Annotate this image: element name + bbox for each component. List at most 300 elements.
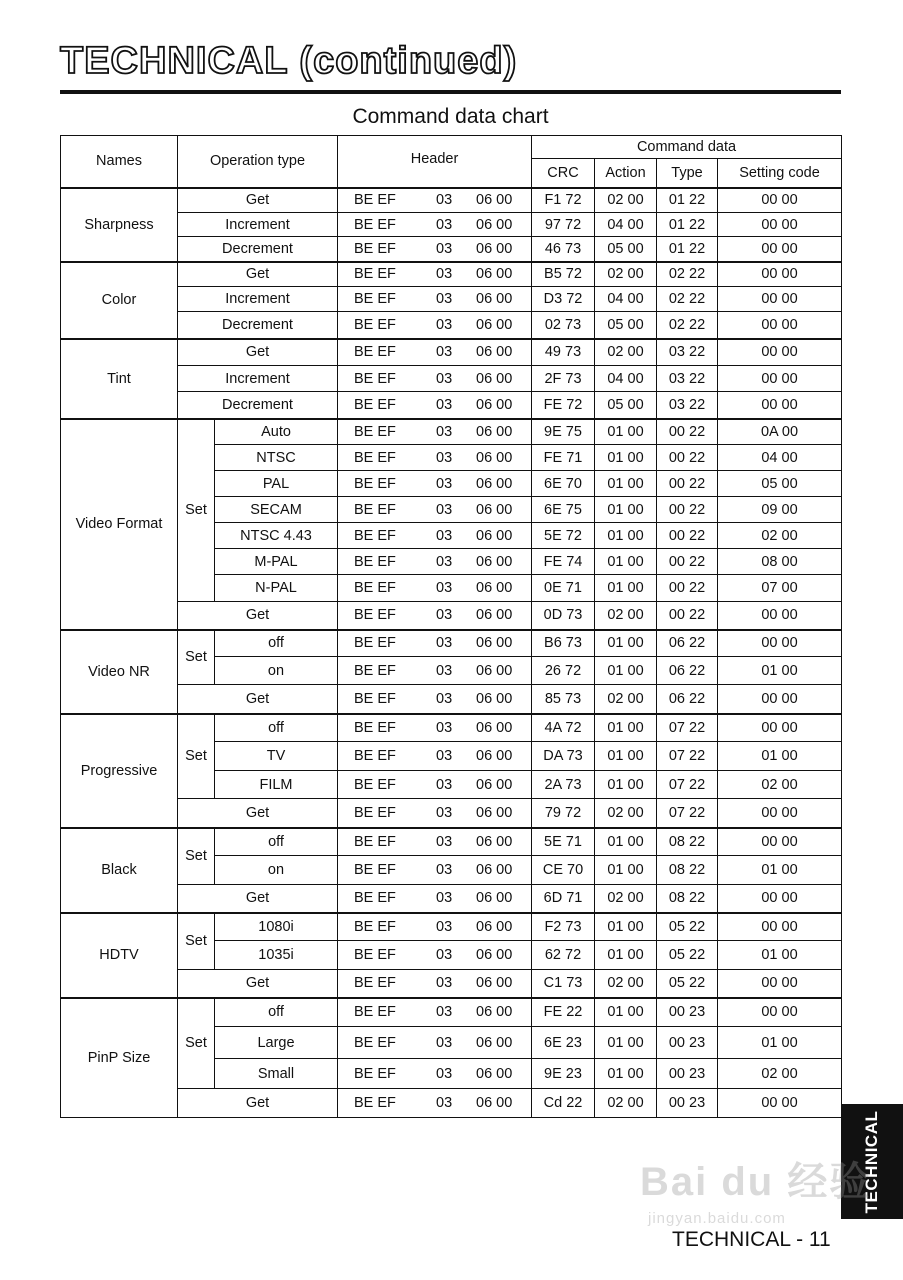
header-byte: 03: [436, 192, 453, 209]
operation-value: off: [215, 998, 338, 1027]
setting-code-value: 09 00: [718, 497, 842, 523]
header-bytes: [338, 339, 532, 366]
header-byte: 06 00: [476, 1065, 513, 1082]
table-row: [61, 685, 842, 714]
table-row: [61, 885, 842, 913]
operation-value: Auto: [215, 419, 338, 445]
action-value: 01 00: [595, 471, 657, 497]
type-value: 05 22: [657, 970, 718, 998]
header-byte: 06 00: [476, 662, 513, 679]
crc-value: F2 73: [532, 913, 595, 941]
header-byte: 03: [436, 527, 453, 544]
operation-type: Decrement: [178, 392, 338, 419]
header-byte: 06 00: [476, 635, 513, 652]
header-byte: 06 00: [476, 192, 513, 209]
setting-code-value: 00 00: [718, 685, 842, 714]
header-byte: BE EF: [354, 862, 396, 878]
header-byte: 03: [436, 776, 453, 793]
set-label: Set: [178, 828, 215, 885]
action-value: 02 00: [595, 685, 657, 714]
action-value: 01 00: [595, 657, 657, 685]
header-byte: 03: [436, 833, 453, 850]
action-value: 02 00: [595, 262, 657, 287]
crc-value: Cd 22: [532, 1089, 595, 1118]
crc-value: FE 74: [532, 549, 595, 575]
header-names: Names: [61, 136, 178, 188]
header-byte: BE EF: [354, 918, 396, 935]
header-byte: 03: [436, 635, 453, 652]
set-label: Set: [178, 913, 215, 970]
operation-type: Increment: [178, 213, 338, 237]
table-row: [61, 970, 842, 998]
group-name: Video Format: [61, 419, 178, 630]
setting-code-value: 00 00: [718, 262, 842, 287]
set-label: Set: [178, 998, 215, 1089]
action-value: 01 00: [595, 523, 657, 549]
header-bytes: [338, 497, 532, 523]
setting-code-value: 00 00: [718, 188, 842, 213]
type-value: 00 23: [657, 1089, 718, 1118]
header-byte: 03: [436, 240, 453, 257]
header-byte: BE EF: [354, 975, 396, 992]
header-byte: BE EF: [354, 662, 396, 679]
crc-value: CE 70: [532, 856, 595, 885]
setting-code-value: 02 00: [718, 771, 842, 799]
type-value: 00 22: [657, 575, 718, 602]
table-row: [61, 828, 842, 856]
header-byte: 03: [436, 344, 453, 361]
header-byte: BE EF: [354, 635, 396, 652]
header-byte: BE EF: [354, 1095, 396, 1111]
setting-code-value: 0A 00: [718, 419, 842, 445]
type-value: 08 22: [657, 856, 718, 885]
operation-value: NTSC 4.43: [215, 523, 338, 549]
crc-value: 6D 71: [532, 885, 595, 913]
header-bytes: [338, 366, 532, 392]
command-data-table: [60, 135, 842, 1118]
setting-code-value: 01 00: [718, 1027, 842, 1059]
type-value: 00 22: [657, 419, 718, 445]
header-byte: BE EF: [354, 370, 396, 387]
header-byte: 03: [436, 580, 453, 596]
header-byte: 03: [436, 1004, 453, 1021]
header-bytes: [338, 602, 532, 630]
header-crc: CRC: [532, 159, 595, 188]
header-byte: BE EF: [354, 607, 396, 624]
table-row: [61, 913, 842, 941]
table-row: [61, 714, 842, 742]
header-byte: BE EF: [354, 291, 396, 307]
header-setting-code: Setting code: [718, 159, 842, 188]
header-byte: 03: [436, 1034, 453, 1051]
crc-value: F1 72: [532, 188, 595, 213]
action-value: 05 00: [595, 237, 657, 262]
crc-value: B6 73: [532, 630, 595, 657]
setting-code-value: 00 00: [718, 339, 842, 366]
header-byte: 06 00: [476, 862, 513, 878]
header-bytes: [338, 1027, 532, 1059]
operation-type: Get: [178, 262, 338, 287]
table-row: [61, 366, 842, 392]
operation-value: FILM: [215, 771, 338, 799]
operation-value: 1035i: [215, 941, 338, 970]
header-byte: BE EF: [354, 192, 396, 209]
crc-value: 2A 73: [532, 771, 595, 799]
type-value: 00 22: [657, 445, 718, 471]
header-command-data: Command data: [532, 136, 842, 159]
header-byte: 03: [436, 947, 453, 963]
header-byte: 06 00: [476, 975, 513, 992]
header-byte: BE EF: [354, 216, 396, 233]
table-row: [61, 339, 842, 366]
header-byte: BE EF: [354, 240, 396, 257]
header-bytes: [338, 742, 532, 771]
header-bytes: [338, 237, 532, 262]
setting-code-value: 00 00: [718, 237, 842, 262]
operation-value: off: [215, 714, 338, 742]
action-value: 01 00: [595, 1027, 657, 1059]
action-value: 01 00: [595, 575, 657, 602]
table-row: [61, 630, 842, 657]
header-bytes: [338, 913, 532, 941]
header-bytes: [338, 1089, 532, 1118]
crc-value: 49 73: [532, 339, 595, 366]
table-row: [61, 799, 842, 828]
action-value: 01 00: [595, 998, 657, 1027]
header-byte: 03: [436, 396, 453, 413]
header-bytes: [338, 657, 532, 685]
action-value: 01 00: [595, 856, 657, 885]
header-byte: 03: [436, 804, 453, 821]
setting-code-value: 01 00: [718, 657, 842, 685]
type-value: 01 22: [657, 237, 718, 262]
header-byte: BE EF: [354, 580, 396, 596]
header-byte: BE EF: [354, 316, 396, 333]
operation-type: Get: [178, 685, 338, 714]
header-bytes: [338, 262, 532, 287]
operation-value: 1080i: [215, 913, 338, 941]
setting-code-value: 01 00: [718, 856, 842, 885]
operation-value: TV: [215, 742, 338, 771]
crc-value: 5E 71: [532, 828, 595, 856]
header-byte: BE EF: [354, 890, 396, 907]
header-bytes: [338, 1059, 532, 1089]
table-row: [61, 312, 842, 339]
crc-value: 6E 23: [532, 1027, 595, 1059]
header-byte: 03: [436, 423, 453, 440]
title-rule: [60, 90, 841, 94]
crc-value: 79 72: [532, 799, 595, 828]
header-byte: 06 00: [476, 947, 513, 963]
setting-code-value: 00 00: [718, 630, 842, 657]
setting-code-value: 01 00: [718, 941, 842, 970]
header-byte: 06 00: [476, 690, 513, 707]
set-label: Set: [178, 714, 215, 799]
action-value: 01 00: [595, 771, 657, 799]
header-byte: BE EF: [354, 690, 396, 707]
header-byte: 06 00: [476, 748, 513, 764]
table-row: [61, 262, 842, 287]
operation-type: Decrement: [178, 312, 338, 339]
setting-code-value: 08 00: [718, 549, 842, 575]
header-bytes: [338, 714, 532, 742]
header-byte: BE EF: [354, 776, 396, 793]
crc-value: B5 72: [532, 262, 595, 287]
operation-type: Get: [178, 188, 338, 213]
type-value: 03 22: [657, 392, 718, 419]
setting-code-value: 00 00: [718, 213, 842, 237]
header-byte: 06 00: [476, 291, 513, 307]
header-byte: 06 00: [476, 719, 513, 736]
header-bytes: [338, 312, 532, 339]
header-bytes: [338, 941, 532, 970]
setting-code-value: 00 00: [718, 366, 842, 392]
type-value: 07 22: [657, 742, 718, 771]
header-action: Action: [595, 159, 657, 188]
table-row: [61, 237, 842, 262]
type-value: 06 22: [657, 630, 718, 657]
header-byte: 03: [436, 748, 453, 764]
header-byte: 06 00: [476, 449, 513, 466]
operation-value: NTSC: [215, 445, 338, 471]
header-byte: 06 00: [476, 216, 513, 233]
crc-value: FE 72: [532, 392, 595, 419]
header-byte: 06 00: [476, 607, 513, 624]
type-value: 05 22: [657, 913, 718, 941]
group-name: HDTV: [61, 913, 178, 998]
type-value: 06 22: [657, 657, 718, 685]
header-byte: 06 00: [476, 1034, 513, 1051]
header-bytes: [338, 856, 532, 885]
crc-value: 2F 73: [532, 366, 595, 392]
header-byte: 03: [436, 316, 453, 333]
header-byte: 06 00: [476, 240, 513, 257]
action-value: 01 00: [595, 742, 657, 771]
header-byte: 06 00: [476, 344, 513, 361]
header-byte: 06 00: [476, 1095, 513, 1111]
type-value: 02 22: [657, 262, 718, 287]
type-value: 07 22: [657, 799, 718, 828]
header-byte: BE EF: [354, 833, 396, 850]
crc-value: 0E 71: [532, 575, 595, 602]
group-name: Tint: [61, 339, 178, 419]
page-footer: TECHNICAL - 11: [672, 1228, 831, 1251]
header-byte: 03: [436, 975, 453, 992]
header-byte: 06 00: [476, 553, 513, 570]
header-byte: 06 00: [476, 804, 513, 821]
type-value: 02 22: [657, 312, 718, 339]
crc-value: D3 72: [532, 287, 595, 312]
chart-subtitle: Command data chart: [352, 105, 549, 128]
header-byte: BE EF: [354, 449, 396, 466]
type-value: 01 22: [657, 213, 718, 237]
crc-value: 26 72: [532, 657, 595, 685]
header-operation-type: Operation type: [178, 136, 338, 188]
header-byte: BE EF: [354, 266, 396, 283]
table-row: [61, 1089, 842, 1118]
setting-code-value: 01 00: [718, 742, 842, 771]
crc-value: 46 73: [532, 237, 595, 262]
type-value: 00 22: [657, 497, 718, 523]
type-value: 01 22: [657, 188, 718, 213]
setting-code-value: 00 00: [718, 970, 842, 998]
action-value: 01 00: [595, 941, 657, 970]
header-byte: 06 00: [476, 833, 513, 850]
action-value: 02 00: [595, 799, 657, 828]
header-byte: 06 00: [476, 776, 513, 793]
header-bytes: [338, 471, 532, 497]
action-value: 02 00: [595, 602, 657, 630]
header-byte: 03: [436, 216, 453, 233]
type-value: 03 22: [657, 366, 718, 392]
group-name: Black: [61, 828, 178, 913]
action-value: 01 00: [595, 445, 657, 471]
header-byte: 06 00: [476, 527, 513, 544]
header-byte: 03: [436, 266, 453, 283]
type-value: 00 23: [657, 998, 718, 1027]
crc-value: 9E 75: [532, 419, 595, 445]
header-byte: BE EF: [354, 423, 396, 440]
header-byte: BE EF: [354, 344, 396, 361]
setting-code-value: 00 00: [718, 392, 842, 419]
crc-value: 0D 73: [532, 602, 595, 630]
operation-value: SECAM: [215, 497, 338, 523]
header-byte: BE EF: [354, 475, 396, 492]
operation-type: Get: [178, 339, 338, 366]
operation-value: PAL: [215, 471, 338, 497]
header-bytes: [338, 287, 532, 312]
crc-value: 9E 23: [532, 1059, 595, 1089]
header-byte: BE EF: [354, 527, 396, 544]
operation-type: Decrement: [178, 237, 338, 262]
operation-value: on: [215, 856, 338, 885]
crc-value: 97 72: [532, 213, 595, 237]
type-value: 05 22: [657, 941, 718, 970]
type-value: 06 22: [657, 685, 718, 714]
baidu-watermark: Bai du 经验: [640, 1160, 872, 1204]
operation-type: Get: [178, 970, 338, 998]
setting-code-value: 02 00: [718, 523, 842, 549]
type-value: 00 23: [657, 1059, 718, 1089]
header-byte: 06 00: [476, 423, 513, 440]
crc-value: 62 72: [532, 941, 595, 970]
operation-value: off: [215, 828, 338, 856]
setting-code-value: 04 00: [718, 445, 842, 471]
setting-code-value: 00 00: [718, 828, 842, 856]
action-value: 02 00: [595, 188, 657, 213]
header-byte: 03: [436, 719, 453, 736]
header-byte: 03: [436, 370, 453, 387]
type-value: 08 22: [657, 885, 718, 913]
crc-value: 5E 72: [532, 523, 595, 549]
header-byte: BE EF: [354, 1004, 396, 1021]
header-bytes: [338, 575, 532, 602]
table-row: [61, 998, 842, 1027]
action-value: 01 00: [595, 828, 657, 856]
action-value: 02 00: [595, 885, 657, 913]
header-byte: 03: [436, 662, 453, 679]
header-byte: 03: [436, 501, 453, 518]
action-value: 04 00: [595, 287, 657, 312]
header-bytes: [338, 630, 532, 657]
table-row: [61, 213, 842, 237]
action-value: 02 00: [595, 1089, 657, 1118]
header-byte: 06 00: [476, 396, 513, 413]
header-byte: 03: [436, 449, 453, 466]
table-row: [61, 602, 842, 630]
type-value: 08 22: [657, 828, 718, 856]
header-byte: BE EF: [354, 1065, 396, 1082]
group-name: Sharpness: [61, 188, 178, 262]
operation-value: N-PAL: [215, 575, 338, 602]
header-byte: 06 00: [476, 580, 513, 596]
baidu-watermark-url: jingyan.baidu.com: [648, 1210, 786, 1227]
operation-type: Get: [178, 799, 338, 828]
action-value: 05 00: [595, 312, 657, 339]
set-label: Set: [178, 630, 215, 685]
operation-type: Increment: [178, 287, 338, 312]
setting-code-value: 00 00: [718, 714, 842, 742]
group-name: Progressive: [61, 714, 178, 828]
operation-type: Get: [178, 885, 338, 913]
header-bytes: [338, 828, 532, 856]
header-byte: 03: [436, 553, 453, 570]
header-bytes: [338, 998, 532, 1027]
command-table-body: [61, 188, 842, 1118]
header-bytes: [338, 523, 532, 549]
setting-code-value: 00 00: [718, 885, 842, 913]
action-value: 01 00: [595, 913, 657, 941]
header-bytes: [338, 799, 532, 828]
type-value: 02 22: [657, 287, 718, 312]
type-value: 00 22: [657, 549, 718, 575]
action-value: 02 00: [595, 970, 657, 998]
operation-value: Small: [215, 1059, 338, 1089]
table-row: [61, 392, 842, 419]
operation-value: on: [215, 657, 338, 685]
operation-type: Increment: [178, 366, 338, 392]
header-byte: 06 00: [476, 501, 513, 518]
crc-value: C1 73: [532, 970, 595, 998]
header-byte: 06 00: [476, 370, 513, 387]
setting-code-value: 00 00: [718, 1089, 842, 1118]
crc-value: FE 71: [532, 445, 595, 471]
header-bytes: [338, 885, 532, 913]
header-byte: 03: [436, 291, 453, 307]
table-row: [61, 287, 842, 312]
crc-value: FE 22: [532, 998, 595, 1027]
crc-value: 85 73: [532, 685, 595, 714]
header-header: Header: [338, 136, 532, 188]
header-type: Type: [657, 159, 718, 188]
group-name: Video NR: [61, 630, 178, 714]
header-byte: BE EF: [354, 396, 396, 413]
header-byte: 06 00: [476, 890, 513, 907]
action-value: 04 00: [595, 213, 657, 237]
action-value: 01 00: [595, 549, 657, 575]
operation-type: Get: [178, 1089, 338, 1118]
setting-code-value: 00 00: [718, 913, 842, 941]
setting-code-value: 02 00: [718, 1059, 842, 1089]
action-value: 05 00: [595, 392, 657, 419]
operation-value: Large: [215, 1027, 338, 1059]
action-value: 01 00: [595, 497, 657, 523]
header-byte: BE EF: [354, 501, 396, 518]
header-byte: BE EF: [354, 1034, 396, 1051]
type-value: 00 22: [657, 523, 718, 549]
header-byte: BE EF: [354, 804, 396, 821]
operation-value: off: [215, 630, 338, 657]
